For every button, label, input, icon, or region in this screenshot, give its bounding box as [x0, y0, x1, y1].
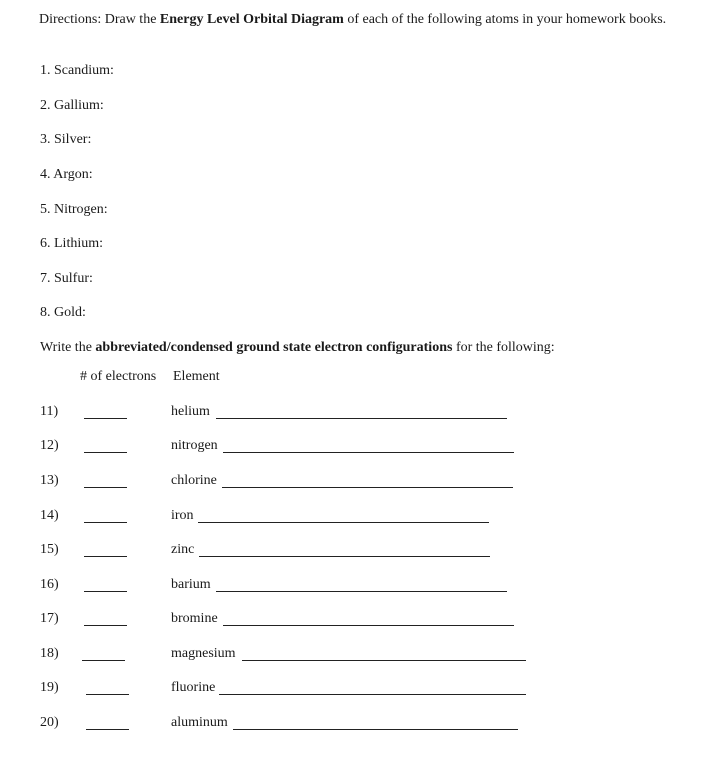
electron-count-blank[interactable] — [84, 556, 127, 557]
element-name: aluminum — [171, 715, 228, 730]
element-name: helium — [171, 404, 210, 419]
row-number: 11) — [40, 404, 59, 419]
atom-item-6: 6. Lithium: — [40, 236, 103, 251]
row-number: 19) — [40, 680, 59, 695]
electron-count-blank[interactable] — [84, 522, 127, 523]
electron-count-blank[interactable] — [86, 729, 129, 730]
atom-item-2: 2. Gallium: — [40, 98, 104, 113]
config-instruction-suffix: for the following: — [452, 340, 555, 355]
element-name: bromine — [171, 611, 218, 626]
configuration-blank[interactable] — [219, 694, 526, 695]
row-number: 17) — [40, 611, 59, 626]
configuration-blank[interactable] — [216, 591, 507, 592]
configuration-blank[interactable] — [216, 418, 507, 419]
directions-prefix: Directions: Draw the — [39, 12, 160, 27]
electron-count-blank[interactable] — [84, 625, 127, 626]
row-number: 16) — [40, 577, 59, 592]
element-name: nitrogen — [171, 438, 218, 453]
row-number: 13) — [40, 473, 59, 488]
electron-count-blank[interactable] — [84, 452, 127, 453]
directions-bold: Energy Level Orbital Diagram — [159, 12, 344, 27]
directions-text — [39, 11, 679, 29]
electron-count-blank[interactable] — [82, 660, 125, 661]
header-electrons: # of electrons — [80, 369, 157, 384]
element-name: barium — [171, 577, 211, 592]
atom-item-4: 4. Argon: — [40, 167, 93, 182]
directions-suffix: of each of the following atoms in your homework books. — [343, 12, 667, 27]
atom-item-5: 5. Nitrogen: — [40, 202, 108, 217]
configuration-blank[interactable] — [233, 729, 518, 730]
row-number: 14) — [40, 508, 59, 523]
configuration-blank[interactable] — [242, 660, 526, 661]
row-number: 15) — [40, 542, 59, 557]
configuration-blank[interactable] — [199, 556, 490, 557]
atom-item-7: 7. Sulfur: — [40, 271, 93, 286]
configuration-blank[interactable] — [222, 487, 513, 488]
element-name: magnesium — [171, 646, 236, 661]
header-element: Element — [173, 369, 220, 384]
atom-item-3: 3. Silver: — [40, 132, 92, 147]
element-name: chlorine — [171, 473, 217, 488]
atom-item-1: 1. Scandium: — [40, 63, 114, 78]
electron-count-blank[interactable] — [84, 591, 127, 592]
electron-count-blank[interactable] — [84, 487, 127, 488]
configuration-blank[interactable] — [198, 522, 489, 523]
electron-count-blank[interactable] — [86, 694, 129, 695]
row-number: 12) — [40, 438, 59, 453]
row-number: 18) — [40, 646, 59, 661]
element-name: fluorine — [171, 680, 216, 695]
element-name: iron — [171, 508, 194, 523]
config-instruction — [40, 340, 555, 356]
configuration-blank[interactable] — [223, 452, 514, 453]
row-number: 20) — [40, 715, 59, 730]
electron-count-blank[interactable] — [84, 418, 127, 419]
element-name: zinc — [171, 542, 195, 557]
configuration-blank[interactable] — [223, 625, 514, 626]
atom-item-8: 8. Gold: — [40, 305, 86, 320]
config-instruction-bold: abbreviated/condensed ground state electron configurations — [95, 340, 453, 355]
config-instruction-prefix: Write the — [40, 340, 96, 355]
